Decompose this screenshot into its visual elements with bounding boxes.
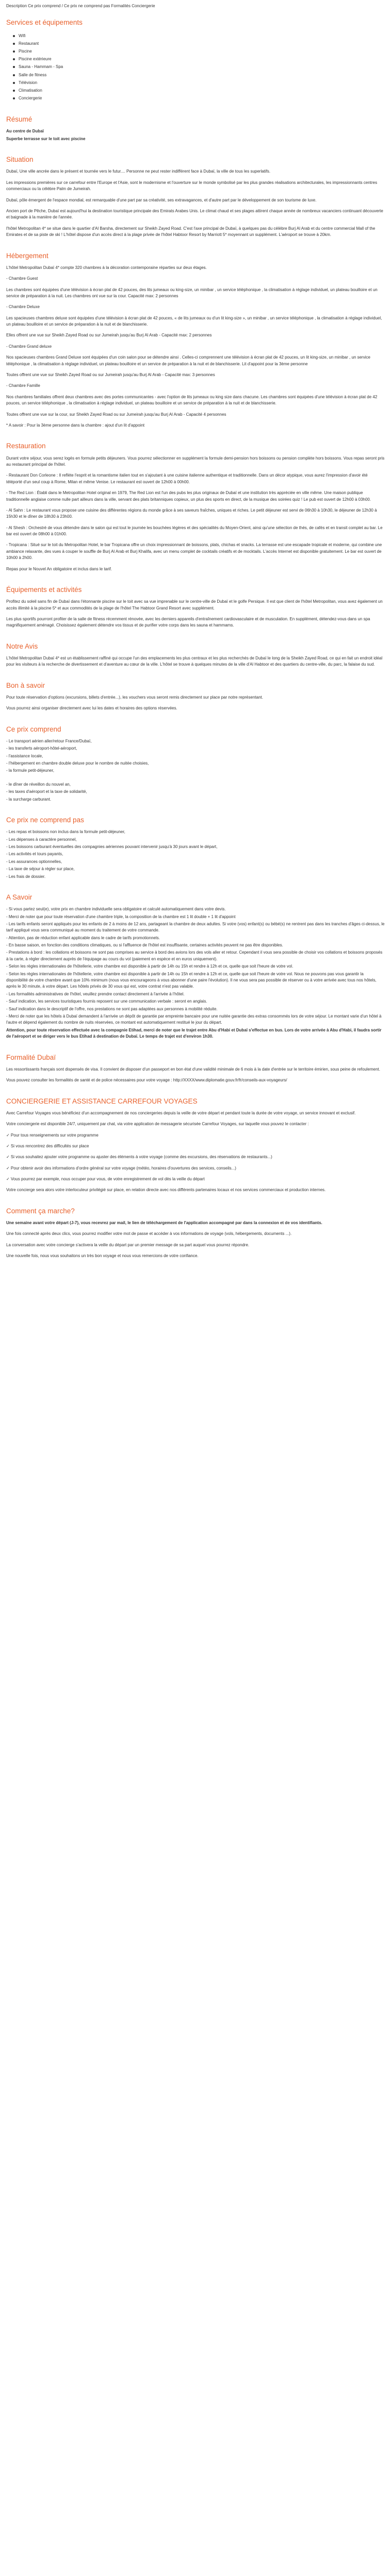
situation-paragraph: Les impressions premières sur ce carrefour entre l'Europe et l'Asie, sont le modernisme et l'ouverture sur le monde symbolisé par les plus grandes réalisations architecturales, les impressionnants centres commerciaux ou la célèbre Palm de Jumeirah.	[6, 180, 378, 192]
service-label: Wifi	[19, 33, 26, 38]
hebergement-paragraph: Les chambres sont équipées d'une télévision à écran plat de 42 pouces, des lits jumeaux ou king-size, un minibar , un service téléphonique , la climatisation à réglage individuel, un plateau bouilloire et un service de préparation à la nuit. Les chambres ont vue sur la cour. Capacité max: 2 personnes	[6, 287, 378, 298]
conciergerie-bullet: ✓ Pour obtenir avoir des informations d'ordre général sur votre voyage (météo, horaires d'ouvertures des services, conseils...)	[6, 1165, 236, 1171]
bon-savoir-title: Bon à savoir	[6, 681, 45, 689]
service-label: Restaurant	[19, 41, 39, 46]
a-savoir-paragraph: - En basse saison, en fonction des conditions climatiques, ou si l'affluence de l'hôtel est insuffisante, certaines activités peuvent ne pas être disponibles.	[6, 943, 283, 948]
service-item	[8, 79, 385, 87]
hebergement-paragraph: Toutes offrent une vue sur la cour, sur Sheikh Zayed Road ou sur Jumeirah jusqu'au Burj Al Arab - Capacité 4 personnes	[6, 412, 226, 417]
ce-prix-item	[6, 775, 385, 781]
ne-comprend-section	[6, 816, 385, 880]
bullet-icon	[13, 50, 15, 53]
ce-prix-item: - le dîner de réveillon du nouvel an,	[6, 782, 71, 787]
a-savoir-section	[6, 893, 385, 1040]
a-savoir-paragraph: - Merci de noter que les hôtels à Dubaï demandent à l'arrivée un dépôt de garantie par empreinte bancaire pour une nuitée garantie des extras consommés lors de votre séjour. Le montant varie d'un hôtel à l'autre et dépend également du nombre de nuits réservées, ce montant est automatiquement restitué le jour du départ.	[6, 1014, 382, 1025]
a-savoir-paragraph: - Si vous partez seul(e), votre prix en chambre individuelle sera obligatoire et calculé automatiquement dans votre devis.	[6, 907, 226, 912]
comment-paragraph: Une nouvelle fois, nous vous souhaitons un très bon voyage et nous vous remercions de votre confiance.	[6, 1253, 199, 1259]
ne-comprend-list	[6, 829, 385, 880]
ce-prix-item: - l'hébergement en chambre double deluxe pour le nombre de nuitée choisies,	[6, 761, 149, 766]
conciergerie-outro: Votre concierge sera alors votre interlocuteur privilégié sur place, en relation directe avec nos différents partenaires locaux et nos services commerciaux et production internes.	[6, 1188, 326, 1193]
hebergement-section	[6, 252, 385, 429]
conciergerie-section	[6, 1097, 385, 1194]
restauration-body	[6, 455, 385, 572]
ce-prix-list	[6, 738, 385, 803]
notre-avis-body	[6, 655, 385, 668]
bullet-icon	[13, 35, 15, 37]
a-savoir-paragraph: - Selon les règles internationales de l'hôtellerie, votre chambre est disponible à partir de 14h ou 15h et rendre à 12h et ce, quelle que soit l'heure de votre vol.	[6, 964, 294, 969]
bullet-icon	[13, 97, 15, 99]
ne-comprend-item: - Les dépenses à caractère personnel,	[6, 837, 77, 842]
service-item	[8, 94, 385, 102]
comment-paragraph: La conversation avec votre concierge s'activera la veille du départ par un premier message de sa part auquel vous pourrez répondre.	[6, 1242, 250, 1247]
a-savoir-paragraph: - Sauf indication, les services touristiques fournis reposent sur une communication verbale : seront en anglais.	[6, 999, 207, 1004]
ce-prix-item: - la surcharge carburant.	[6, 796, 52, 802]
conciergerie-list	[6, 1132, 385, 1183]
conciergerie-title: CONCIERGERIE ET ASSISTANCE CARREFOUR VOYAGES	[6, 1097, 198, 1105]
services-section	[6, 19, 385, 102]
hebergement-paragraph: - Chambre Deluxe	[6, 304, 40, 310]
hebergement-paragraph: - Chambre Famille	[6, 383, 40, 388]
resume-section	[6, 115, 385, 142]
situation-paragraph: Dubaï, pôle émergent de l'espace mondial, est remarquable d'une part par sa créativité, ses extravagances, et d'autre part par le développement de son tourisme de luxe.	[6, 197, 317, 202]
a-savoir-paragraph: - Merci de noter que pour toute réservation d'une chambre triple, la composition de la chambre est 1 lit double + 1 lit d'appoint	[6, 914, 236, 919]
ne-comprend-item: - La taxe de séjour à régler sur place,	[6, 867, 75, 872]
service-label: Salle de fitness	[19, 72, 47, 77]
a-savoir-paragraph: - Prestations à bord : les collations et boissons ne sont pas comprises au service à bord des avions lors des vols aller et retour. Cependant il vous sera possible de choisir vos collations et boissons proposés à la carte, à régler directement auprès de l'équipage au cours du vol (paiement en espèce et en euros uniquement).	[6, 950, 383, 961]
a-savoir-paragraph: - Les formalités administratives de l'hôtel, veuillez prendre contact directement à l'arrivée à l'hôtel.	[6, 991, 185, 996]
equipements-paragraph: Les plus sportifs pourront profiter de la salle de fitness récemment rénovée, avec les derniers appareils d'entraînement cardiovasculaire et de musculation. En supplément, détendez-vous dans un spa magnifiquement aménagé. Choisissez également détendre vos tissus et de purifier votre corps dans les sauna et hammams.	[6, 617, 370, 628]
formalite-title: Formalité Dubaï	[6, 1053, 56, 1061]
hebergement-paragraph: L'hôtel Metropolitan Dubaï 4* compte 320 chambres à la décoration contemporaine réparties sur deux étages.	[6, 265, 207, 270]
service-label: Piscine	[19, 48, 32, 54]
service-label: Piscine extérieure	[19, 57, 52, 62]
bullet-icon	[13, 66, 15, 68]
situation-paragraph: Ancien port de Pêche, Dubaï est aujourd'hui la destination touristique principale des Emirats Arabes Unis. Le climat chaud et ses plages attirent chaque année de nombreux vacanciers continuant découverte et baignade à la manière de l'année.	[6, 208, 383, 220]
top-breadcrumb: Description Ce prix comprend / Ce prix ne comprend pas Formalités Conciergerie	[6, 4, 155, 8]
restauration-paragraph: - Restaurant Don Corleone : Il reflète l'esprit et la romantisme italien tout en s'ajoutant à une cuisine italienne authentique et traditionnelle. Dans un décor atypique, vous aurez l'impression d'avoir été téléporté d'un seul coup à Rome, Milan et même Venise. Le restaurant est ouvert de 12h00 à 00h00.	[6, 473, 368, 484]
service-label: Climatisation	[19, 88, 42, 93]
conciergerie-bullet: ✓ Si vous souhaitez ajouter votre programme ou ajuster des éléments à votre voyage (comme des excursions, des réservations de restaurants...)	[6, 1155, 272, 1160]
service-item	[8, 87, 385, 94]
resume-title: Résumé	[6, 115, 32, 124]
service-item	[8, 71, 385, 79]
restauration-paragraph: - The Red Lion : Établi dans le Metropolitan Hotel original en 1979, The Red Lion est l'un des pubs les plus originaux de Dubaï et une institution très appréciée en ville même. Une maison publique traditionnelle anglaise comme nulle part ailleurs dans la ville, servant des plats britanniques copieux, un plus des sports en direct, de la musique des soirées quiz ! Le pub est ouvert de 12h00 à 03h00.	[6, 490, 371, 502]
resume-line: Superbe terrasse sur le toit avec piscine	[6, 136, 86, 141]
comment-section	[6, 1207, 385, 1260]
a-savoir-paragraph: Attention, pour toute réservation effectuée avec la compagnie Etihad, merci de noter que le trajet entre Abu d'Habi et Dubaï s'effectue en bus. Lors de votre arrivée à Abu d'Habi, il faudra sortir de l'aéroport et se diriger vers le bus Etihad à destination de Dubaï. Le temps de trajet est d'environ 1h30.	[6, 1027, 382, 1039]
ce-prix-item: - la formule petit-déjeuner,	[6, 768, 54, 773]
notre-avis-title: Notre Avis	[6, 642, 38, 650]
bon-savoir-paragraph: Vous pourrez ainsi organiser directement avec lui les dates et horaires des options réservées.	[6, 706, 177, 711]
situation-body	[6, 168, 385, 238]
services-list	[8, 32, 385, 103]
comment-paragraph: Une semaine avant votre départ (J-7), vous recevrez par mail, le lien de téléchargement de l'application accompagné par dans la connexion et de vos identifiants.	[6, 1221, 322, 1226]
conciergerie-intro: Avec Carrefour Voyages vous bénéficiez d'un accompagnement de nos conciergeries depuis la veille de votre départ et pendant toute la durée de votre voyage, un service innovant et exclusif.	[6, 1110, 356, 1115]
comment-body	[6, 1220, 385, 1260]
hebergement-paragraph: - Chambre Guest	[6, 276, 38, 281]
hebergement-paragraph: Les spacieuses chambres deluxe sont équipées d'une télévision à écran plat de 42 pouces, « de lits jumeaux ou d'un lit king-size », un minibar , un service téléphonique , la climatisation à réglage individuel, un plateau bouilloire et un service de préparation à la nuit et de blanchisserie.	[6, 315, 382, 327]
conciergerie-bullet: ✓ Vous pourrez par exemple, nous occuper pour vous, de votre enregistrement de vol dès la veille du départ	[6, 1177, 205, 1182]
formalite-paragraph: Les ressortissants français sont dispensés de visa. Il convient de disposer d'un passeport en bon état d'une validité minimale de 6 mois à la date d'entrée sur le territoire émirien, sous peine de refoulement.	[6, 1066, 380, 1072]
hebergement-paragraph: Nos chambres familiales offrent deux chambres avec des portes communicantes - avec l'option de lits jumeaux ou king size dans chacune. Les chambres sont équipées d'une télévision à écran plat de 42 pouces, un service téléphonique , la climatisation à réglage individuel, un plateau bouilloire et un service de préparation à la nuit et de blanchisserie.	[6, 394, 378, 406]
a-savoir-paragraph: - Sauf indication dans le descriptif de l'offre, nos prestations ne sont pas adaptées aux personnes à mobilité réduite.	[6, 1006, 218, 1011]
hebergement-paragraph: * A savoir : Pour la 3ème personne dans la chambre : ajout d'un lit d'appoint	[6, 422, 145, 428]
comment-paragraph: Une fois connecté après deux clics, vous pourrez modifier votre mot de passe et accéder à vos informations de voyage (vols, hébergements, documents ...).	[6, 1231, 292, 1236]
hebergement-paragraph: - Chambre Grand deluxe	[6, 344, 52, 349]
ce-prix-item: - les taxes d'aéroport et la taxe de solidarité,	[6, 789, 87, 794]
hebergement-paragraph: Toutes offrent une vue sur Sheikh Zayed Road ou sur Jumeirah jusqu'au Burj Al Arab - Capacité max: 3 personnes	[6, 372, 215, 378]
restauration-paragraph: Durant votre séjour, vous serez logés en formule petits déjeuners. Vous pourrez sélectionner en supplément la formule demi-pension hors boissons ou pension complète hors boissons. Vous repas seront pris au restaurant principal de l'hôtel.	[6, 455, 385, 467]
ce-prix-item: - l'assistance locale,	[6, 753, 43, 758]
ne-comprend-item: - Les activités et tours payants,	[6, 852, 63, 857]
service-item	[8, 47, 385, 55]
equipements-paragraph: Profitez du soleil sans fin de Dubaï dans l'étonnante piscine sur le toit avec sa vue imprenable sur le centre-ville de Dubaï et le golfe Persique. Il est que client de l'hôtel Metropolitan, vous avez également un accès illimité à la piscine 5* et aux commodités de la plage de l'hôtel The Habtoor Grand Resort avec supplément.	[6, 599, 383, 611]
a-savoir-paragraph: - Selon les règles internationales de l'hôtellerie, votre chambre est disponible à partir de 14h ou 15h et rendre à 12h et ce, quelle que soit l'heure de votre vol. Nous ne pouvons pas vous garantir la disponibilité de votre chambre avant que 10% minimum (nous vous encourageons à vous abonner d'une paire l'évolution). Il ne vous sera pas possible de réserver ou à votre arrivée avec tous nos hôtels, après le 30 minute, à votre départ. Les hôtels privés de 30 vous qui est, votre contrat n'est pas valable.	[6, 971, 377, 989]
hebergement-title: Hébergement	[6, 251, 48, 260]
bullet-icon	[13, 74, 15, 76]
restauration-title: Restauration	[6, 442, 46, 450]
restauration-paragraph: - Al Shesh : Orchestré de vous détendre dans le salon qui est tout le journée les bouchées légères et des spécialités du Moyen-Orient, ainsi qu'une sélection de thés, de cafés et en transit complet au bar. Le bar est ouvert de 08h00 à 01h00.	[6, 525, 383, 537]
service-item	[8, 63, 385, 71]
ce-prix-item: - les transferts aéroport-hôtel-aéroport,	[6, 746, 77, 751]
service-item	[8, 55, 385, 63]
situation-paragraph: l'hôtel Metropolitan 4* se situe dans le quartier d'Al Barsha, directement sur Sheikh Zayed Road. C'est l'axe principal de Dubaï, à quelques pas du célèbre Burj Al Arab et du centre commercial Mall of the Emirates et de sa piste de ski ! L'hôtel dispose d'un accès direct à la plage privée de l'hôtel Habtoor Resort by Marriott 5* moyennant un supplément. L'aéroport se trouve à 20km.	[6, 226, 376, 238]
service-label: Sauna - Hammam - Spa	[19, 64, 63, 70]
ne-comprend-item: - Les frais de dossier.	[6, 874, 46, 879]
ce-prix-title: Ce prix comprend	[6, 725, 61, 733]
restauration-paragraph: - Tropicana : Situé sur le toit du Metropolitan Hotel, le bar Tropicana offre un choix impressionnant de boissons, plats, chichas et snacks. La terrasse est une escapade tropicale et moderne, qui combine une ambiance relaxante, des vues à couper le souffle de Burj Al Arab et Burj Khalifa, avec un menu complet de cocktails créatifs et de mocktails. L'accès Internet est disponible gratuitement. Le bar est ouvert de 10h00 à 2h00.	[6, 543, 382, 561]
bullet-icon	[13, 58, 15, 60]
conciergerie-intro-2: Votre conciergerie est disponible 24/7, uniquement par chat, via votre application de messagerie sécurisée Carrefour Voyages, sur laquelle vous pouvez le contacter :	[6, 1122, 309, 1127]
restauration-section	[6, 442, 385, 572]
ce-prix-section	[6, 725, 385, 803]
a-savoir-body	[6, 906, 385, 1040]
services-title: Services et équipements	[6, 19, 83, 27]
ne-comprend-item: - Les assurances optionnelles,	[6, 859, 62, 864]
hebergement-paragraph: Nos spacieuses chambres Grand Deluxe sont équipées d'un coin salon pour se détendre ainsi . Celles-ci comprennent une télévision à écran plat de 42 pouces, un lit king-size, un minibar , un service téléphonique , la climatisation à réglage individuel, un plateau bouilloire et un service de préparation à la nuit et de blanchisserie. Lit d'appoint pour la 3ème personne	[6, 355, 370, 366]
situation-paragraph: Dubaï, Une ville ancrée dans le présent et tournée vers le futur.... Personne ne peut rester indifférent face à Dubaï, la ville de tous les superlatifs.	[6, 169, 271, 174]
conciergerie-bullet: ✓ Si vous rencontrez des difficultés sur place	[6, 1143, 89, 1148]
resume-line: Au centre de Dubaï	[6, 129, 44, 134]
situation-section	[6, 156, 385, 238]
a-savoir-title: A Savoir	[6, 893, 32, 901]
a-savoir-paragraph: - Attention, pas de réduction enfant applicable dans le cadre de tarifs promotionnels.	[6, 935, 160, 940]
formalite-section	[6, 1054, 385, 1084]
ne-comprend-item: - Les boissons carburant éventuelles des compagnies aériennes pouvant intervenir jusqu'à 30 jours avant le départ,	[6, 844, 218, 849]
ne-comprend-item: - Les repas et boissons non inclus dans la formule petit-déjeuner,	[6, 829, 125, 835]
bullet-icon	[13, 90, 15, 92]
bon-savoir-section	[6, 682, 385, 712]
equipements-section	[6, 586, 385, 629]
ce-prix-item: - Le transport aérien aller/retour France/Dubaï,	[6, 738, 92, 743]
ne-comprend-title: Ce prix ne comprend pas	[6, 816, 84, 824]
service-label: Conciergerie	[19, 96, 42, 101]
service-label: Télévision	[19, 80, 38, 85]
equipements-body	[6, 599, 385, 629]
hebergement-body	[6, 265, 385, 429]
bon-savoir-paragraph: Pour toute réservation d'options (excursions, billets d'entrée...), les vouchers vous seront remis directement sur place par notre représentant.	[6, 694, 263, 700]
restauration-paragraph: - Al Sahn : Le restaurant vous propose une cuisine des différentes régions du monde grâce à ses saveurs fraîches, uniques et riches. Le petit déjeuner est servi de 06h30 à 10h30, le déjeuner de 12h30 à 15h30 et le dîner de 18h30 à 23h00.	[6, 507, 377, 519]
notre-avis-section	[6, 642, 385, 668]
bullet-icon	[13, 43, 15, 45]
situation-title: Situation	[6, 156, 34, 164]
bon-savoir-body	[6, 694, 385, 712]
service-item	[8, 40, 385, 47]
notre-avis-paragraph: L'hôtel Metropolitan Dubaï 4* est un établissement raffiné qui occupe l'un des emplacements les plus centraux et les plus recherchés de Dubaï le long de la Sheikh Zayed Road, ce qui en fait un endroit idéal pour les visiteurs à la recherche de divertissement et d'aventure au cœur de la ville. L'hôtel se trouve à quelques minutes de la ville d'Al Habtoor et des quartiers du centre-ville, du parc, la falaise du sud.	[6, 655, 383, 667]
service-item	[8, 32, 385, 40]
formalite-paragraph: Vous pouvez consulter les formalités de santé et de police nécessaires pour votre voyage : http://XXXX/www.diplomatie.gouv.fr/fr/conseils-aux-voyageurs/	[6, 1078, 287, 1083]
conciergerie-bullet: ✓ Pour tous renseignements sur votre programme	[6, 1132, 99, 1138]
restauration-paragraph: Repas pour le Nouvel An obligatoire et inclus dans le tarif.	[6, 566, 112, 571]
equipements-title: Équipements et activités	[6, 586, 82, 594]
a-savoir-paragraph: - Les tarifs enfants seront appliqués pour les enfants de 2 à moins de 12 ans, partageant la chambre de deux adultes. Si votre (vos) enfant(s) ou bébé(s) ne rentrent pas dans les tranches d'âges ci-dessus, le tarif appliqué vous sera communiqué au moment du traitement de votre commande.	[6, 921, 385, 933]
hebergement-paragraph: Elles offrent une vue sur Sheikh Zayed Road ou sur Jumeirah jusqu'au Burj Al Arab - Capacité max: 2 personnes	[6, 333, 212, 338]
formalite-body	[6, 1066, 385, 1084]
comment-title: Comment ça marche?	[6, 1207, 75, 1215]
bullet-icon	[13, 82, 15, 84]
